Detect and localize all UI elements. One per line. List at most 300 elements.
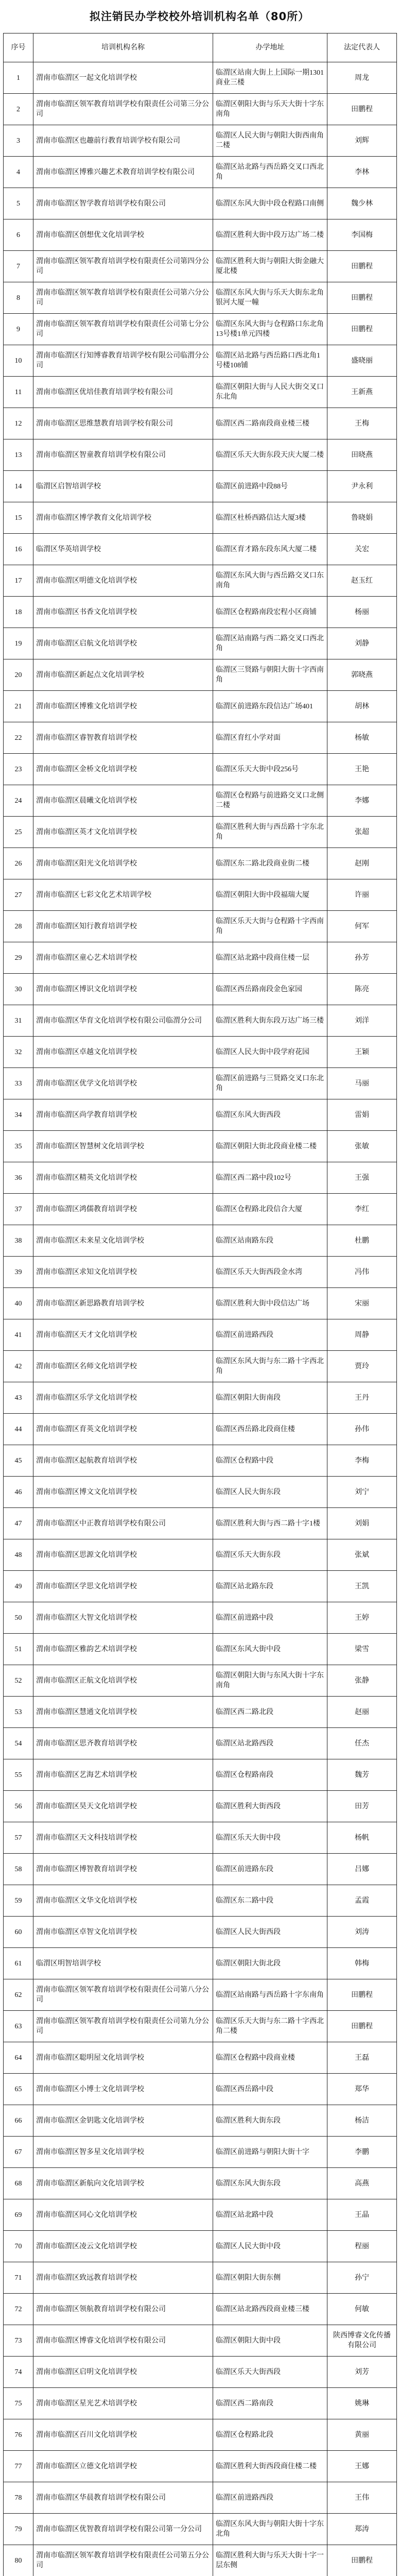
school-address-cell: 临渭区乐天大街西段金水湾 bbox=[213, 1257, 327, 1288]
school-address-cell: 临渭区胜利大街与乐天大街十字一层东侧 bbox=[213, 2545, 327, 2576]
row-index-cell: 35 bbox=[4, 1131, 33, 1162]
row-index-cell: 59 bbox=[4, 1885, 33, 1917]
row-index-cell: 24 bbox=[4, 785, 33, 817]
table-row bbox=[4, 1571, 397, 1602]
institution-name-cell: 渭南市临渭区博雅文化培训学校 bbox=[33, 691, 213, 722]
school-address-cell: 临渭区东风大街与东二路十字西北角 bbox=[213, 1351, 327, 1382]
table-row bbox=[4, 1382, 397, 1414]
school-address-cell: 临渭区东风大街西段 bbox=[213, 1099, 327, 1131]
table-row bbox=[4, 314, 397, 345]
school-address-cell: 临渭区朝阳大街北段商业楼二楼 bbox=[213, 1131, 327, 1162]
legal-representative-cell: 许丽 bbox=[327, 879, 397, 911]
legal-representative-cell: 刘洋 bbox=[327, 1005, 397, 1037]
institution-table bbox=[3, 33, 397, 2576]
row-index-cell: 66 bbox=[4, 2105, 33, 2137]
institution-name-cell: 渭南市临渭区领军教育培训学校有限责任公司第六分公司 bbox=[33, 282, 213, 314]
table-row bbox=[4, 2482, 397, 2514]
school-address-cell: 临渭区东风大街与乐天大街东北角银河大厦一幢 bbox=[213, 282, 327, 314]
school-address-cell: 临渭区东风大街与朝阳大街十字东北角 bbox=[213, 2514, 327, 2545]
row-index-cell: 70 bbox=[4, 2231, 33, 2262]
row-index-cell: 60 bbox=[4, 1917, 33, 1948]
school-address-cell: 临渭区站南路东段 bbox=[213, 1225, 327, 1257]
legal-representative-cell: 张敏 bbox=[327, 1131, 397, 1162]
row-index-cell: 27 bbox=[4, 879, 33, 911]
table-row bbox=[4, 1917, 397, 1948]
school-address-cell: 临渭区乐天大街中段 bbox=[213, 1822, 327, 1854]
row-index-cell: 74 bbox=[4, 2357, 33, 2388]
school-address-cell: 临渭区站南大街上上国际一期1301商业三楼 bbox=[213, 62, 327, 94]
table-row bbox=[4, 2388, 397, 2419]
legal-representative-cell: 田鹏程 bbox=[327, 251, 397, 282]
school-address-cell: 临渭区西二路中段102号 bbox=[213, 1162, 327, 1194]
school-address-cell: 临渭区人民大街中段 bbox=[213, 2231, 327, 2262]
table-row bbox=[4, 2168, 397, 2199]
institution-name-cell: 渭南市临渭区小博士文化培训学校 bbox=[33, 2074, 213, 2105]
row-index-cell: 28 bbox=[4, 911, 33, 942]
table-row bbox=[4, 1445, 397, 1477]
legal-representative-cell: 周静 bbox=[327, 1319, 397, 1351]
row-index-cell: 50 bbox=[4, 1602, 33, 1634]
school-address-cell: 临渭区前进路中段 bbox=[213, 1602, 327, 1634]
row-index-cell: 51 bbox=[4, 1634, 33, 1665]
institution-name-cell: 渭南市临渭区博智教育培训学校 bbox=[33, 1854, 213, 1885]
institution-name-cell: 临渭区启智培训学校 bbox=[33, 471, 213, 502]
legal-representative-cell: 王颖 bbox=[327, 1037, 397, 1068]
table-row bbox=[4, 94, 397, 125]
institution-name-cell: 渭南市临渭区鸿儒教育培训学校 bbox=[33, 1194, 213, 1225]
row-index-cell: 76 bbox=[4, 2419, 33, 2451]
table-row bbox=[4, 62, 397, 94]
institution-name-cell: 渭南市临渭区思源文化培训学校 bbox=[33, 1539, 213, 1571]
legal-representative-cell: 杨洁 bbox=[327, 2105, 397, 2137]
institution-name-cell: 渭南市临渭区百川文化培训学校 bbox=[33, 2419, 213, 2451]
table-row bbox=[4, 817, 397, 848]
school-address-cell: 临渭区站南路与西二路交叉口西北角 bbox=[213, 628, 327, 659]
institution-name-cell: 渭南市临渭区思维慧教育培训学校有限公司 bbox=[33, 408, 213, 439]
school-address-cell: 临渭区西岳路中段 bbox=[213, 2074, 327, 2105]
legal-representative-cell: 张静 bbox=[327, 1665, 397, 1697]
legal-representative-cell: 王梅 bbox=[327, 408, 397, 439]
legal-representative-cell: 姚琳 bbox=[327, 2388, 397, 2419]
institution-name-cell: 渭南市临渭区华育文化培训学校有限公司临渭分公司 bbox=[33, 1005, 213, 1037]
table-row bbox=[4, 1037, 397, 1068]
legal-representative-cell: 王婷 bbox=[327, 1602, 397, 1634]
legal-representative-cell: 田芳 bbox=[327, 1791, 397, 1822]
table-row bbox=[4, 345, 397, 377]
row-index-cell: 34 bbox=[4, 1099, 33, 1131]
header-row bbox=[4, 33, 397, 62]
row-index-cell: 25 bbox=[4, 817, 33, 848]
legal-representative-cell: 王凯 bbox=[327, 1571, 397, 1602]
row-index-cell: 64 bbox=[4, 2042, 33, 2074]
row-index-cell: 47 bbox=[4, 1508, 33, 1539]
school-address-cell: 临渭区乐天大街东段 bbox=[213, 1539, 327, 1571]
school-address-cell: 临渭区胜利大街与西岳路十字东北角 bbox=[213, 817, 327, 848]
table-row bbox=[4, 628, 397, 659]
school-address-cell: 临渭区胜利大街与朝阳大街金融大厦北楼 bbox=[213, 251, 327, 282]
table-row bbox=[4, 2357, 397, 2388]
table-row bbox=[4, 125, 397, 157]
legal-representative-cell: 刘辉 bbox=[327, 125, 397, 157]
table-body bbox=[4, 62, 397, 2576]
school-address-cell: 临渭区东风大街中段仓程路口南侧 bbox=[213, 188, 327, 219]
table-row bbox=[4, 2199, 397, 2231]
legal-representative-cell: 田鹏程 bbox=[327, 2011, 397, 2042]
table-row bbox=[4, 2137, 397, 2168]
institution-name-cell: 渭南市临渭区博雅兴趣艺术教育培训学校有限公司 bbox=[33, 157, 213, 188]
institution-name-cell: 渭南市临渭区英才文化培训学校 bbox=[33, 817, 213, 848]
institution-name-cell: 渭南市临渭区领军教育培训学校有限责任公司第八分公司 bbox=[33, 1979, 213, 2011]
legal-representative-cell: 王强 bbox=[327, 1162, 397, 1194]
legal-representative-cell: 雷娟 bbox=[327, 1099, 397, 1131]
institution-name-cell: 渭南市临渭区乐学文化培训学校 bbox=[33, 1382, 213, 1414]
institution-name-cell: 渭南市临渭区书香文化培训学校 bbox=[33, 597, 213, 628]
row-index-cell: 36 bbox=[4, 1162, 33, 1194]
school-address-cell: 临渭区东二路北段商业街二楼 bbox=[213, 848, 327, 879]
school-address-cell: 临渭区站北路与西岳路交叉口西北角 bbox=[213, 157, 327, 188]
school-address-cell: 临渭区西二路北段 bbox=[213, 1697, 327, 1728]
school-address-cell: 临渭区站北路东段 bbox=[213, 1571, 327, 1602]
table-row bbox=[4, 2011, 397, 2042]
legal-representative-cell: 李林 bbox=[327, 157, 397, 188]
row-index-cell: 33 bbox=[4, 1068, 33, 1099]
row-index-cell: 48 bbox=[4, 1539, 33, 1571]
table-row bbox=[4, 1194, 397, 1225]
institution-name-cell: 渭南市临渭区昊天文化培训学校 bbox=[33, 1791, 213, 1822]
table-row bbox=[4, 2231, 397, 2262]
row-index-cell: 2 bbox=[4, 94, 33, 125]
table-row bbox=[4, 2262, 397, 2294]
table-row bbox=[4, 597, 397, 628]
school-address-cell: 临渭区前进路与朝阳大街十字 bbox=[213, 2137, 327, 2168]
table-row bbox=[4, 2514, 397, 2545]
school-address-cell: 临渭区朝阳大街东侧 bbox=[213, 2262, 327, 2294]
institution-name-cell: 渭南市临渭区雅韵艺术培训学校 bbox=[33, 1634, 213, 1665]
row-index-cell: 79 bbox=[4, 2514, 33, 2545]
school-address-cell: 临渭区胜利大街西段 bbox=[213, 1791, 327, 1822]
legal-representative-cell: 孙宁 bbox=[327, 2262, 397, 2294]
institution-name-cell: 渭南市临渭区创想优文化培训学校 bbox=[33, 219, 213, 251]
table-row bbox=[4, 2042, 397, 2074]
legal-representative-cell: 孙芳 bbox=[327, 942, 397, 974]
institution-name-cell: 临渭区明智培训学校 bbox=[33, 1948, 213, 1979]
table-row bbox=[4, 1885, 397, 1917]
table-row bbox=[4, 2451, 397, 2482]
institution-name-cell: 渭南市临渭区领军教育培训学校有限责任公司第三分公司 bbox=[33, 94, 213, 125]
school-address-cell: 临渭区乐天大街东段天庆大厦二楼 bbox=[213, 439, 327, 471]
table-row bbox=[4, 2325, 397, 2357]
legal-representative-cell: 韩梅 bbox=[327, 1948, 397, 1979]
institution-name-cell: 渭南市临渭区起航教育培训学校 bbox=[33, 1445, 213, 1477]
row-index-cell: 10 bbox=[4, 345, 33, 377]
institution-name-cell: 渭南市临渭区慧通文化培训学校 bbox=[33, 1697, 213, 1728]
institution-name-cell: 渭南市临渭区致远教育培训学校 bbox=[33, 2262, 213, 2294]
legal-representative-cell: 王丹 bbox=[327, 1382, 397, 1414]
school-address-cell: 临渭区三贤路与朝阳大街十字西南角 bbox=[213, 659, 327, 691]
row-index-cell: 4 bbox=[4, 157, 33, 188]
row-index-cell: 1 bbox=[4, 62, 33, 94]
school-address-cell: 临渭区胜利大街西段商住楼二楼 bbox=[213, 2451, 327, 2482]
legal-representative-cell: 赵刚 bbox=[327, 848, 397, 879]
table-row bbox=[4, 1477, 397, 1508]
table-row bbox=[4, 1539, 397, 1571]
institution-name-cell: 渭南市临渭区启航文化培训学校 bbox=[33, 628, 213, 659]
table-row bbox=[4, 1634, 397, 1665]
legal-representative-cell: 田鹏程 bbox=[327, 282, 397, 314]
institution-name-cell: 渭南市临渭区智学教育培训学校有限公司 bbox=[33, 188, 213, 219]
legal-representative-cell: 郑华 bbox=[327, 2074, 397, 2105]
school-address-cell: 临渭区站北路西段 bbox=[213, 1728, 327, 1759]
legal-representative-cell: 关宏 bbox=[327, 534, 397, 565]
row-index-cell: 9 bbox=[4, 314, 33, 345]
institution-name-cell: 渭南市临渭区博文文化培训学校 bbox=[33, 1477, 213, 1508]
legal-representative-cell: 梁雪 bbox=[327, 1634, 397, 1665]
institution-name-cell: 渭南市临渭区优培佳教育培训学校有限公司 bbox=[33, 377, 213, 408]
row-index-cell: 56 bbox=[4, 1791, 33, 1822]
legal-representative-cell: 王艳 bbox=[327, 754, 397, 785]
row-index-cell: 29 bbox=[4, 942, 33, 974]
school-address-cell: 临渭区站北路中段商住楼一层 bbox=[213, 942, 327, 974]
school-address-cell: 临渭区胜利大街中段万达广场二楼 bbox=[213, 219, 327, 251]
legal-representative-cell: 刘娟 bbox=[327, 1508, 397, 1539]
school-address-cell: 临渭区乐天大街与仓程路十字西南角 bbox=[213, 911, 327, 942]
legal-representative-cell: 胡林 bbox=[327, 691, 397, 722]
table-row bbox=[4, 1257, 397, 1288]
row-index-cell: 7 bbox=[4, 251, 33, 282]
institution-name-cell: 渭南市临渭区优学文化培训学校 bbox=[33, 1068, 213, 1099]
institution-name-cell: 渭南市临渭区睿智教育培训学校 bbox=[33, 722, 213, 754]
school-address-cell: 临渭区前进路西段 bbox=[213, 1319, 327, 1351]
row-index-cell: 58 bbox=[4, 1854, 33, 1885]
school-address-cell: 临渭区人民大街与朝阳大街西南角二楼 bbox=[213, 125, 327, 157]
institution-name-cell: 渭南市临渭区博学教育文化培训学校 bbox=[33, 502, 213, 534]
legal-representative-cell: 鲁晓娟 bbox=[327, 502, 397, 534]
table-row bbox=[4, 1854, 397, 1885]
table-row bbox=[4, 1508, 397, 1539]
legal-representative-cell: 杨敏 bbox=[327, 722, 397, 754]
table-row bbox=[4, 1948, 397, 1979]
institution-name-cell: 渭南市临渭区尚学教育培训学校 bbox=[33, 1099, 213, 1131]
school-address-cell: 临渭区育才路东段东风大厦二楼 bbox=[213, 534, 327, 565]
row-index-cell: 11 bbox=[4, 377, 33, 408]
legal-representative-cell: 李梅 bbox=[327, 1445, 397, 1477]
legal-representative-cell: 程丽 bbox=[327, 2231, 397, 2262]
institution-name-cell: 渭南市临渭区领军教育培训学校有限责任公司第七分公司 bbox=[33, 314, 213, 345]
school-address-cell: 临渭区杜桥西路信达大厦3楼 bbox=[213, 502, 327, 534]
table-row bbox=[4, 1822, 397, 1854]
row-index-cell: 53 bbox=[4, 1697, 33, 1728]
header-school-address: 办学地址 bbox=[213, 33, 327, 62]
row-index-cell: 78 bbox=[4, 2482, 33, 2514]
legal-representative-cell: 李红 bbox=[327, 1194, 397, 1225]
institution-name-cell: 渭南市临渭区领军教育培训学校有限责任公司第四分公司 bbox=[33, 251, 213, 282]
row-index-cell: 44 bbox=[4, 1414, 33, 1445]
legal-representative-cell: 李鹏 bbox=[327, 2137, 397, 2168]
table-row bbox=[4, 691, 397, 722]
legal-representative-cell: 田鹏程 bbox=[327, 94, 397, 125]
table-row bbox=[4, 502, 397, 534]
row-index-cell: 80 bbox=[4, 2545, 33, 2576]
row-index-cell: 23 bbox=[4, 754, 33, 785]
legal-representative-cell: 王伟 bbox=[327, 2482, 397, 2514]
legal-representative-cell: 田鹏程 bbox=[327, 2545, 397, 2576]
row-index-cell: 19 bbox=[4, 628, 33, 659]
legal-representative-cell: 杨丽 bbox=[327, 597, 397, 628]
institution-name-cell: 渭南市临渭区阳光文化培训学校 bbox=[33, 848, 213, 879]
school-address-cell: 临渭区朝阳大街中段福瑞大厦 bbox=[213, 879, 327, 911]
legal-representative-cell: 张超 bbox=[327, 817, 397, 848]
institution-name-cell: 渭南市临渭区天文科技培训学校 bbox=[33, 1822, 213, 1854]
row-index-cell: 12 bbox=[4, 408, 33, 439]
table-row bbox=[4, 1979, 397, 2011]
table-row bbox=[4, 157, 397, 188]
table-row bbox=[4, 471, 397, 502]
row-index-cell: 5 bbox=[4, 188, 33, 219]
institution-name-cell: 渭南市临渭区名师文化培训学校 bbox=[33, 1351, 213, 1382]
legal-representative-cell: 王晶 bbox=[327, 2199, 397, 2231]
legal-representative-cell: 何军 bbox=[327, 911, 397, 942]
table-row bbox=[4, 408, 397, 439]
table-row bbox=[4, 942, 397, 974]
institution-name-cell: 渭南市临渭区星光艺术培训学校 bbox=[33, 2388, 213, 2419]
legal-representative-cell: 刘宁 bbox=[327, 1477, 397, 1508]
table-row bbox=[4, 1602, 397, 1634]
table-row bbox=[4, 1759, 397, 1791]
school-address-cell: 临渭区仓程路中段商业楼 bbox=[213, 2042, 327, 2074]
table-row bbox=[4, 2419, 397, 2451]
institution-name-cell: 渭南市临渭区领军教育培训学校有限责任公司第九分公司 bbox=[33, 2011, 213, 2042]
table-row bbox=[4, 1791, 397, 1822]
institution-name-cell: 渭南市临渭区智童教育培训学校有限公司 bbox=[33, 439, 213, 471]
school-address-cell: 临渭区西岳路南段金色家园 bbox=[213, 974, 327, 1005]
institution-name-cell: 渭南市临渭区新思路教育培训学校 bbox=[33, 1288, 213, 1319]
school-address-cell: 临渭区人民大街东段 bbox=[213, 1477, 327, 1508]
row-index-cell: 69 bbox=[4, 2199, 33, 2231]
legal-representative-cell: 杜鹏 bbox=[327, 1225, 397, 1257]
school-address-cell: 临渭区乐天大街与东二路十字西北角二楼 bbox=[213, 2011, 327, 2042]
legal-representative-cell: 杨帆 bbox=[327, 1822, 397, 1854]
row-index-cell: 18 bbox=[4, 597, 33, 628]
table-row bbox=[4, 251, 397, 282]
school-address-cell: 临渭区东风大街中段 bbox=[213, 1634, 327, 1665]
institution-name-cell: 渭南市临渭区同心文化培训学校 bbox=[33, 2199, 213, 2231]
table-row bbox=[4, 722, 397, 754]
legal-representative-cell: 吕娜 bbox=[327, 1854, 397, 1885]
institution-name-cell: 渭南市临渭区文华文化培训学校 bbox=[33, 1885, 213, 1917]
row-index-cell: 39 bbox=[4, 1257, 33, 1288]
institution-name-cell: 渭南市临渭区金桥文化培训学校 bbox=[33, 754, 213, 785]
table-row bbox=[4, 377, 397, 408]
table-row bbox=[4, 565, 397, 597]
institution-name-cell: 渭南市临渭区卓越文化培训学校 bbox=[33, 1037, 213, 1068]
legal-representative-cell: 冯伟 bbox=[327, 1257, 397, 1288]
school-address-cell: 临渭区朝阳大街与人民大街交叉口东北角 bbox=[213, 377, 327, 408]
institution-name-cell: 渭南市临渭区也趣前行教育培训学校有限公司 bbox=[33, 125, 213, 157]
school-address-cell: 临渭区育红小学对面 bbox=[213, 722, 327, 754]
school-address-cell: 临渭区东风大街与仓程路口东北角13号楼1单元四楼 bbox=[213, 314, 327, 345]
institution-name-cell: 渭南市临渭区育英文化培训学校 bbox=[33, 1414, 213, 1445]
row-index-cell: 45 bbox=[4, 1445, 33, 1477]
table-row bbox=[4, 282, 397, 314]
table-row bbox=[4, 1319, 397, 1351]
legal-representative-cell: 郑涛 bbox=[327, 2514, 397, 2545]
table-row bbox=[4, 2105, 397, 2137]
legal-representative-cell: 刘涛 bbox=[327, 1917, 397, 1948]
row-index-cell: 38 bbox=[4, 1225, 33, 1257]
school-address-cell: 临渭区站北路与西岳路口西北角1号楼108铺 bbox=[213, 345, 327, 377]
row-index-cell: 68 bbox=[4, 2168, 33, 2199]
table-row bbox=[4, 188, 397, 219]
row-index-cell: 71 bbox=[4, 2262, 33, 2294]
institution-name-cell: 渭南市临渭区中正教育培训学校有限公司 bbox=[33, 1508, 213, 1539]
school-address-cell: 临渭区朝阳大街南段 bbox=[213, 1382, 327, 1414]
table-row bbox=[4, 879, 397, 911]
institution-name-cell: 渭南市临渭区艺海艺术培训学校 bbox=[33, 1759, 213, 1791]
legal-representative-cell: 王新燕 bbox=[327, 377, 397, 408]
table-row bbox=[4, 659, 397, 691]
school-address-cell: 临渭区东风大街东段 bbox=[213, 2168, 327, 2199]
table-row bbox=[4, 1414, 397, 1445]
institution-name-cell: 渭南市临渭区精英文化培训学校 bbox=[33, 1162, 213, 1194]
legal-representative-cell: 魏芳 bbox=[327, 1759, 397, 1791]
row-index-cell: 63 bbox=[4, 2011, 33, 2042]
row-index-cell: 55 bbox=[4, 1759, 33, 1791]
row-index-cell: 61 bbox=[4, 1948, 33, 1979]
row-index-cell: 31 bbox=[4, 1005, 33, 1037]
school-address-cell: 临渭区前进路东段 bbox=[213, 1854, 327, 1885]
legal-representative-cell: 田鹏程 bbox=[327, 314, 397, 345]
table-row bbox=[4, 1225, 397, 1257]
table-row bbox=[4, 1728, 397, 1759]
legal-representative-cell: 马丽 bbox=[327, 1068, 397, 1099]
legal-representative-cell: 刘静 bbox=[327, 628, 397, 659]
school-address-cell: 临渭区胜利大街与西二路十字1楼 bbox=[213, 1508, 327, 1539]
institution-name-cell: 渭南市临渭区智多星文化培训学校 bbox=[33, 2137, 213, 2168]
institution-name-cell: 渭南市临渭区博识文化培训学校 bbox=[33, 974, 213, 1005]
row-index-cell: 67 bbox=[4, 2137, 33, 2168]
school-address-cell: 临渭区前进路与三贤路交叉口东北角 bbox=[213, 1068, 327, 1099]
legal-representative-cell: 王娜 bbox=[327, 2451, 397, 2482]
row-index-cell: 49 bbox=[4, 1571, 33, 1602]
row-index-cell: 52 bbox=[4, 1665, 33, 1697]
header-index: 序号 bbox=[4, 33, 33, 62]
school-address-cell: 临渭区西二路南段商业楼三楼 bbox=[213, 408, 327, 439]
institution-name-cell: 渭南市临渭区立德文化培训学校 bbox=[33, 2451, 213, 2482]
table-row bbox=[4, 974, 397, 1005]
school-address-cell: 临渭区人民大街中段学府花园 bbox=[213, 1037, 327, 1068]
legal-representative-cell: 郭晓燕 bbox=[327, 659, 397, 691]
row-index-cell: 14 bbox=[4, 471, 33, 502]
row-index-cell: 75 bbox=[4, 2388, 33, 2419]
school-address-cell: 临渭区站北路西段商业楼三楼 bbox=[213, 2294, 327, 2325]
row-index-cell: 21 bbox=[4, 691, 33, 722]
row-index-cell: 37 bbox=[4, 1194, 33, 1225]
row-index-cell: 32 bbox=[4, 1037, 33, 1068]
legal-representative-cell: 李娜 bbox=[327, 785, 397, 817]
legal-representative-cell: 赵玉红 bbox=[327, 565, 397, 597]
row-index-cell: 26 bbox=[4, 848, 33, 879]
table-row bbox=[4, 534, 397, 565]
school-address-cell: 临渭区西二路南段 bbox=[213, 2388, 327, 2419]
institution-name-cell: 渭南市临渭区大智文化培训学校 bbox=[33, 1602, 213, 1634]
table-row bbox=[4, 1099, 397, 1131]
header-institution-name: 培训机构名称 bbox=[33, 33, 213, 62]
legal-representative-cell: 何敏 bbox=[327, 2294, 397, 2325]
school-address-cell: 临渭区仓程路与前进路交叉口北侧二楼 bbox=[213, 785, 327, 817]
row-index-cell: 43 bbox=[4, 1382, 33, 1414]
row-index-cell: 13 bbox=[4, 439, 33, 471]
institution-name-cell: 渭南市临渭区明德文化培训学校 bbox=[33, 565, 213, 597]
